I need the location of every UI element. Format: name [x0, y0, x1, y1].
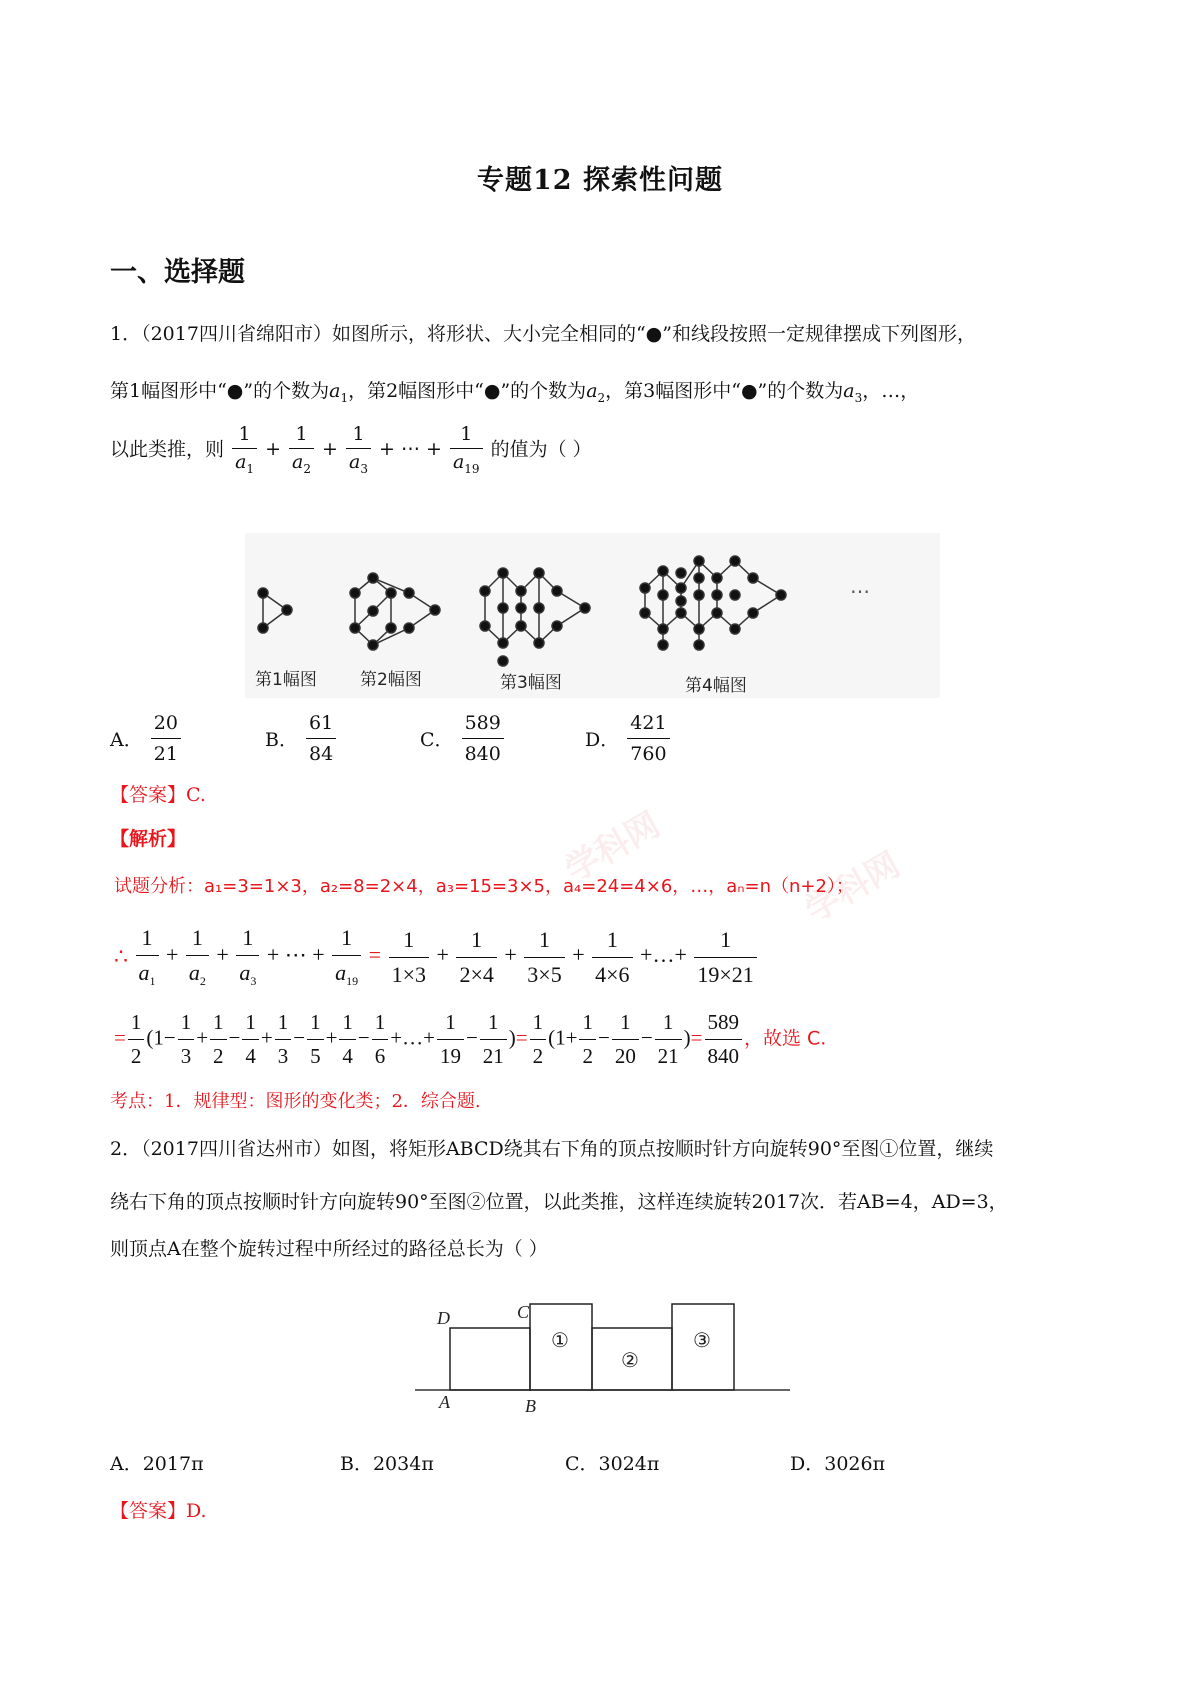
- q1-solution-line1: ∴ $\frac{1}{a_1}$ + $\frac{1}{a_2}$ + $\frac{1}{a_3}$ + ⋯ + $\frac{1}{a_{19}}$ = $\frac{1}{1\times 3}$ + $\frac{1}{2\times 4}$ + $\frac{1}{3\times 5}$ + $\frac{1}{4\times 6}$ +…+ $\frac{1}{19\times 21}$: [114, 925, 759, 989]
- label-circle-3: ③: [693, 1328, 711, 1352]
- fig-label-1: 第1幅图: [255, 670, 317, 690]
- label-c: C: [517, 1302, 530, 1322]
- section-heading: 一、选择题: [110, 257, 245, 288]
- q2-option-d: D．3026π: [790, 1453, 886, 1475]
- q1-analysis-heading: 【解析】: [110, 828, 187, 850]
- q2-line3: 则顶点A在整个旋转过程中所经过的路径总长为（ ）: [110, 1238, 548, 1260]
- q1-solution-line2: = $\frac{1}{2}$ (1− $\frac{1}{3}$ + $\frac{1}{2}$ − $\frac{1}{4}$ + $\frac{1}{3}$ − $\frac{1}{5}$ + $\frac{1}{4}$ − $\frac{1}{6}$ +…+ $\frac{1}{19}$ − $\frac{1}{21}$ )= $\frac{1}{2}$ (1+ $\frac{1}{2}$ − $\frac{1}{20}$ − $\frac{1}{21}$ )= $\frac{589}{840}$ ，故选 C.: [114, 1010, 827, 1068]
- q1-option-c: C． $\frac{589}{840}$: [420, 712, 506, 765]
- dot-pattern-figure: [245, 533, 940, 698]
- page-title: 专题12 探索性问题: [477, 165, 723, 196]
- q1-line1: 1．（2017四川省绵阳市）如图所示，将形状、大小完全相同的“●”和线段按照一定规律摆成下列图形，: [110, 323, 976, 345]
- fig-label-2: 第2幅图: [360, 670, 422, 690]
- q2-option-b: B．2034π: [340, 1453, 434, 1475]
- q1-answer: 【答案】C.: [110, 784, 206, 806]
- q1-line2: 第1幅图形中“●”的个数为$a_1$，第2幅图形中“●”的个数为$a_2$，第3幅图形中“●”的个数为$a_3$，…，: [110, 380, 920, 405]
- rectangle-rotation-figure: [415, 1290, 795, 1420]
- q1-option-b: B． $\frac{61}{84}$: [265, 712, 338, 765]
- q2-line1: 2．（2017四川省达州市）如图，将矩形ABCD绕其右下角的顶点按顺时针方向旋转90°至图①位置，继续: [110, 1138, 994, 1160]
- watermark: 学科网: [558, 804, 667, 891]
- label-circle-2: ②: [621, 1348, 639, 1372]
- label-circle-1: ①: [551, 1328, 569, 1352]
- q1-kaodian: 考点：1．规律型：图形的变化类；2．综合题.: [110, 1091, 481, 1112]
- q1-analysis-line1: 试题分析：a₁=3=1×3，a₂=8=2×4，a₃=15=3×5，a₄=24=4×6，…，aₙ=n（n+2）；: [114, 876, 854, 897]
- q2-line2: 绕右下角的顶点按顺时针方向旋转90°至图②位置，以此类推，这样连续旋转2017次．若AB=4，AD=3，: [110, 1191, 1008, 1213]
- fig-label-4: 第4幅图: [685, 676, 747, 696]
- label-a: A: [439, 1392, 450, 1412]
- fig-ellipsis: …: [850, 574, 870, 598]
- q2-option-c: C．3024π: [565, 1453, 660, 1475]
- q2-option-a: A．2017π: [110, 1453, 204, 1475]
- q1-option-d: D． $\frac{421}{760}$: [585, 712, 672, 765]
- fig-label-3: 第3幅图: [500, 673, 562, 693]
- watermark: 学科网: [798, 844, 907, 931]
- rectangle-rotation-svg: [415, 1290, 795, 1420]
- q1-line3: 以此类推，则 $\frac{1}{a_1}$ + $\frac{1}{a_2}$ + $\frac{1}{a_3}$ + ⋯ + $\frac{1}{a_{19}}$ 的值为（ ）: [110, 423, 592, 476]
- q1-option-a: A． $\frac{20}{21}$: [110, 712, 183, 765]
- dot-pattern-svg: [245, 533, 940, 698]
- label-b: B: [525, 1396, 536, 1416]
- q2-answer: 【答案】D.: [110, 1500, 207, 1522]
- label-d: D: [437, 1308, 450, 1328]
